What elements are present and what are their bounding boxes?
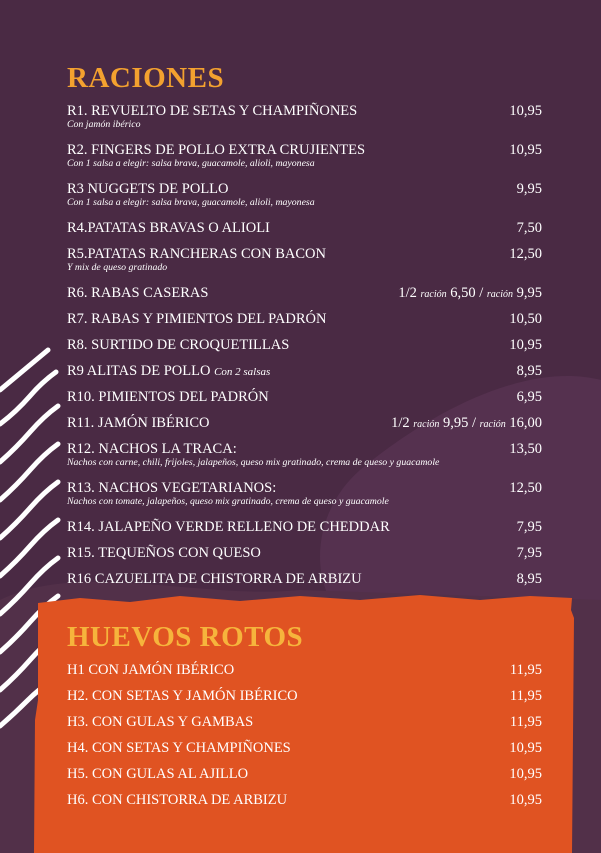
item-name: H3. CON GULAS Y GAMBAS [67,714,254,730]
half-portion-label: 1/2 [391,415,410,431]
item-name-group [67,363,270,380]
item-name: R7. RABAS Y PIMIENTOS DEL PADRÓN [67,311,327,327]
item-name: H6. CON CHISTORRA DE ARBIZU [67,792,288,808]
portion-unit: ración [413,419,440,430]
menu-item-h6 [67,792,542,809]
item-name: R10. PIMIENTOS DEL PADRÓN [67,389,269,405]
item-price: 10,95 [509,337,542,353]
item-description: Y mix de queso gratinado [67,262,168,273]
menu-item-r14 [67,519,542,536]
menu-item-r3 [67,181,542,208]
menu-item-h5 [67,766,542,783]
item-price: 7,50 [516,220,542,236]
item-price: 8,95 [516,363,542,379]
item-name: R14. JALAPEÑO VERDE RELLENO DE CHEDDAR [67,519,390,535]
raciones-section-title: RACIONES [67,62,225,94]
item-name: H4. CON SETAS Y CHAMPIÑONES [67,740,291,756]
menu-item-h1 [67,662,542,679]
menu-item-r5 [67,246,542,273]
item-description: Nachos con carne, chili, frijoles, jalapeños, queso mix gratinado, crema de queso y guacamole [67,457,440,468]
huevos-rotos-section-title: HUEVOS ROTOS [67,621,304,653]
item-description: Con jamón ibérico [67,119,141,130]
item-description: Nachos con tomate, jalapeños, queso mix gratinado, crema de queso y guacamole [67,496,389,507]
item-name: R11. JAMÓN IBÉRICO [67,415,210,431]
item-price: 7,95 [516,519,542,535]
price-separator: / [479,285,484,301]
item-price: 6,95 [516,389,542,405]
item-price: 9,95 [516,181,542,197]
menu-item-r1 [67,103,542,130]
item-name: R12. NACHOS LA TRACA: [67,441,237,457]
item-name: R4.PATATAS BRAVAS O ALIOLI [67,220,270,236]
menu-item-r15 [67,545,542,562]
item-price: 12,50 [509,246,542,262]
menu-item-r8 [67,337,542,354]
item-name: H1 CON JAMÓN IBÉRICO [67,662,235,678]
item-price: 10,95 [509,142,542,158]
menu-item-h4 [67,740,542,757]
item-name: H2. CON SETAS Y JAMÓN IBÉRICO [67,688,298,704]
menu-item-r10 [67,389,542,406]
item-price: 12,50 [509,480,542,496]
item-price-group [391,415,542,432]
menu-item-r16 [67,571,542,588]
item-price: 7,95 [516,545,542,561]
price-separator: / [471,415,477,431]
item-price: 10,95 [509,766,542,782]
item-price: 11,95 [509,714,542,730]
menu-item-h2 [67,688,542,705]
item-description: Con 1 salsa a elegir: salsa brava, guacamole, alioli, mayonesa [67,158,315,169]
half-portion-price: 9,95 [442,415,469,431]
item-price: 10,95 [509,740,542,756]
menu-item-r13 [67,480,542,507]
menu-item-r11 [67,415,542,432]
menu-item-h3 [67,714,542,731]
menu-item-r12 [67,441,542,468]
item-name: R13. NACHOS VEGETARIANOS: [67,480,277,496]
menu-item-r4 [67,220,542,237]
item-price: 8,95 [516,571,542,587]
item-name: R5.PATATAS RANCHERAS CON BACON [67,246,327,262]
item-name: R15. TEQUEÑOS CON QUESO [67,545,261,561]
menu-item-r2 [67,142,542,169]
item-name: R3 NUGGETS DE POLLO [67,181,229,197]
item-name: R16 CAZUELITA DE CHISTORRA DE ARBIZU [67,571,362,587]
item-name: R9 ALITAS DE POLLO [67,363,211,379]
menu-item-r9 [67,363,542,380]
item-price-group [398,285,542,302]
item-note: Con 2 salsas [214,366,271,378]
portion-unit: ración [420,289,447,300]
item-name: R6. RABAS CASERAS [67,285,209,301]
half-portion-label: 1/2 [398,285,417,301]
item-price: 11,95 [509,688,542,704]
item-price: 11,95 [509,662,542,678]
item-name: R8. SURTIDO DE CROQUETILLAS [67,337,290,353]
menu-item-r7 [67,311,542,328]
full-portion-price: 16,00 [509,415,542,431]
item-price: 10,50 [509,311,542,327]
item-price: 13,50 [509,441,542,457]
half-portion-price: 6,50 [450,285,476,301]
portion-unit-full: ración [486,289,513,300]
full-portion-price: 9,95 [516,285,542,301]
item-price: 10,95 [509,792,542,808]
item-price: 10,95 [509,103,542,119]
item-name: H5. CON GULAS AL AJILLO [67,766,249,782]
menu-item-r6 [67,285,542,302]
item-name: R2. FINGERS DE POLLO EXTRA CRUJIENTES [67,142,366,158]
portion-unit-full: ración [479,419,506,430]
item-description: Con 1 salsa a elegir: salsa brava, guacamole, alioli, mayonesa [67,197,315,208]
item-name: R1. REVUELTO DE SETAS Y CHAMPIÑONES [67,103,358,119]
